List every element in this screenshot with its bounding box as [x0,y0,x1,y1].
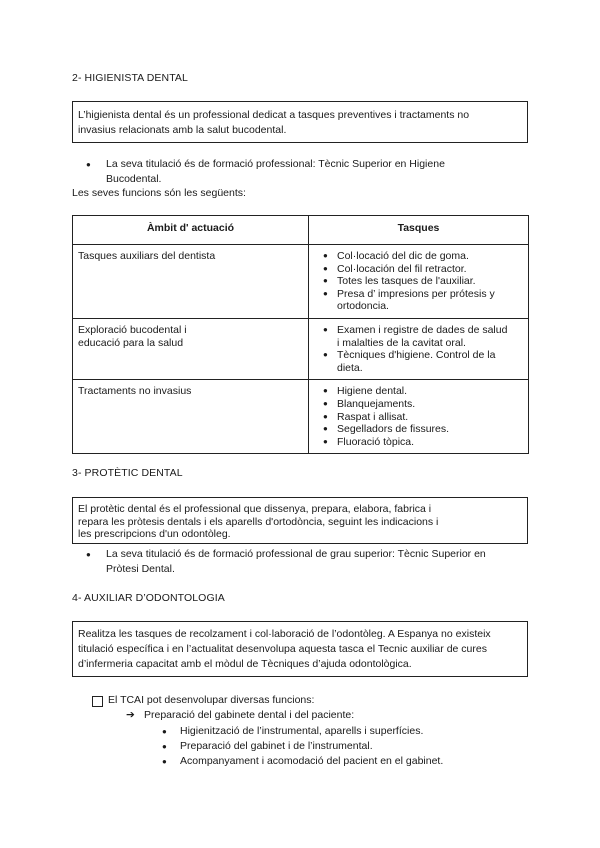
task-item: ● Col·locació del dic de goma. [323,250,523,263]
section-2-heading: 2- HIGIENISTA DENTAL [72,72,188,84]
definition-box-auxiliar [72,621,528,677]
bullet-line: Pròtesi Dental. [106,563,175,575]
area-cell [73,380,309,454]
table-header-row [73,216,529,245]
task-item: ● Col·locación del fil retractor. [323,263,523,276]
definition-box-protetic [72,497,528,544]
task-item: ● Blanquejaments. [323,398,523,411]
bullet-icon: ● [86,160,91,169]
functions-intro: Les seves funcions són les següents: [72,187,246,199]
tasks-cell [309,245,529,319]
table-row [73,318,529,379]
definition-line: El protètic dental és el professional que dissenya, prepara, elabora, fabrica i [78,503,432,515]
bullet-line: La seva titulació és de formació professional de grau superior: Tècnic Superior en [106,548,486,560]
arrow-icon: ➔ [126,709,135,721]
definition-line: invasius relacionats amb la salut bucodental. [78,124,287,136]
checkbox-icon[interactable] [92,696,103,707]
task-item: ● Fluoració tòpica. [323,436,523,449]
definition-line: titulació específica i en l’actualitat desenvolupa aquesta tasca el Tecnic auxiliar de cures [78,643,487,655]
bullet-icon: ● [162,757,167,766]
bullet-icon: ● [86,550,91,559]
tasks-cell [309,380,529,454]
arrow-item: Preparació del gabinete dental i del paciente: [144,709,355,721]
bullet-line: La seva titulació és de formació professional: Tècnic Superior en Higiene [106,158,445,170]
bullet-icon: ● [162,727,167,736]
definition-line: L’higienista dental és un professional dedicat a tasques preventives i tractaments no [78,109,470,121]
task-item-continued: ortodoncia. [337,300,389,313]
task-item: ● Presa d’ impresions per prótesis y [323,288,523,301]
area-line: Tractaments no invasius [78,385,192,398]
table-row [73,380,529,454]
functions-table [72,215,529,454]
table-header-tasks: Tasques [309,216,529,245]
qualification-bullet [86,547,516,577]
area-line: educació para la salud [78,336,184,349]
checklist-item: El TCAI pot desenvolupar diversas funcions: [108,694,315,706]
task-item: ● Raspat i allisat. [323,411,523,424]
bullet-icon: ● [162,742,167,751]
tasks-cell [309,318,529,379]
qualification-bullet [86,157,516,187]
area-cell [73,245,309,319]
task-item: ● Examen i registre de dades de salud i malalties de la cavitat oral. [323,324,523,349]
table-header-area: Àmbit d' actuació [73,216,309,245]
area-line: Tasques auxiliars del dentista [78,250,216,262]
bullet-line: Bucodental. [106,173,162,185]
area-line: Exploració bucodental i [78,323,187,336]
task-item: ● Tècniques d'higiene. Control de la dieta. [323,349,523,374]
area-cell [73,318,309,379]
definition-line: les prescripcions d'un odontòleg. [78,528,231,541]
definition-line: d’infermeria capacitat amb el mòdul de Tècniques d’ajuda odontològica. [78,658,412,670]
table-row [73,245,529,319]
definition-line: Realitza les tasques de recolzament i col·laboració de l’odontòleg. A Espanya no existeix [78,628,491,640]
section-4-heading: 4- AUXILIAR D’ODONTOLOGIA [72,592,225,604]
task-item: ● Segelladors de fissures. [323,423,523,436]
task-item: ● Higiene dental. [323,385,523,398]
section-3-heading: 3- PROTÈTIC DENTAL [72,467,183,479]
definition-line: repara les pròtesis dentals i els aparells d'ortodòncia, seguint les indicacions i [78,515,439,528]
definition-box-higienista [72,101,528,143]
task-item: ● Totes les tasques de l'auxiliar. [323,275,523,288]
